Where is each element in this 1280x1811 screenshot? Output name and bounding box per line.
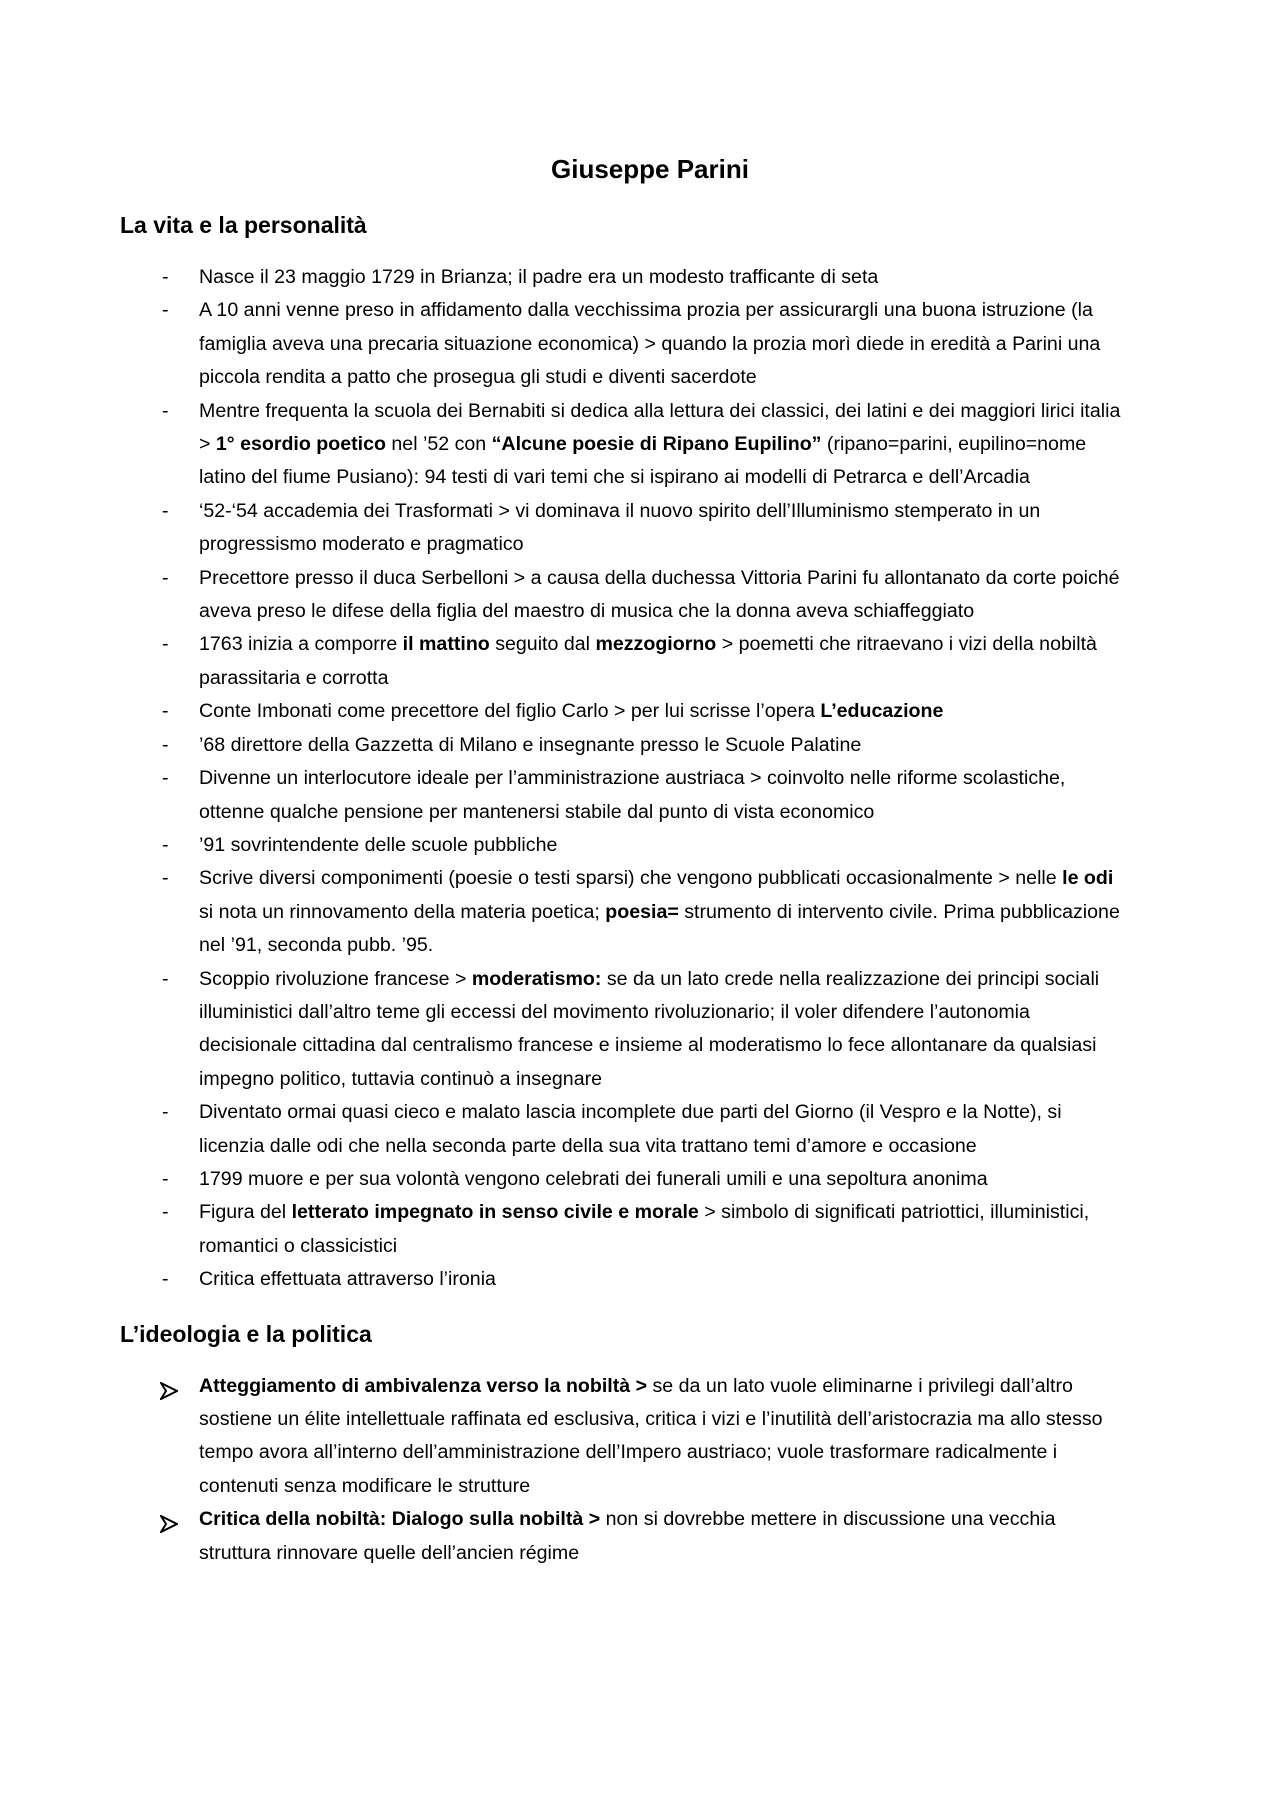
bold-text: mezzogiorno (595, 633, 717, 656)
list-item (120, 1370, 1160, 1504)
text-run: nel ’52 con (385, 433, 492, 456)
bold-text: moderatismo: (471, 967, 602, 990)
ideology-bullet-list (120, 1370, 1160, 1570)
text-run: Scrive diversi componimenti (poesie o testi sparsi) che vengono pubblicati occasionalmente > nelle (199, 867, 1063, 890)
text-run: ‘52-‘54 accademia dei Trasformati > vi dominava il nuovo spirito dell’Illuminismo stemperato in un progressismo moderato e pragmatico (199, 499, 1041, 556)
text-run: Figura del (199, 1201, 292, 1224)
dash-bullet: - (162, 767, 169, 790)
text-run: se da un lato crede nella realizzazione dei principi sociali illuministici dall’altro teme gli eccessi del movimento rivoluzionario; il voler difendere l’autonomia decisionale cittadina dal centralismo francese e insieme al moderatismo lo fece allontanare da qualsiasi impegno politico, tuttavia continuò a insegnare (199, 967, 1100, 1090)
text-run: ’68 direttore della Gazzetta di Milano e insegnante presso le Scuole Palatine (199, 733, 862, 756)
list-item (120, 294, 1160, 394)
text-run: Critica effettuata attraverso l’ironia (199, 1268, 496, 1291)
arrowhead-bullet-icon (160, 1378, 178, 1396)
list-item (120, 395, 1160, 495)
list-item (120, 862, 1160, 962)
text-run: > simbolo di significati patriottici, illuministici, romantici o classicistici (199, 1201, 1090, 1257)
text-run: ’91 sovrintendente delle scuole pubbliche (199, 833, 558, 856)
dash-bullet: - (162, 566, 169, 589)
text-run: > poemetti che ritraevano i vizi della nobiltà parassitaria e corrotta (199, 633, 1097, 689)
text-run: Diventato ormai quasi cieco e malato lascia incomplete due parti del Giorno (il Vespro e la Notte), si licenzia dalle odi che nella seconda parte della sua vita trattano temi d’amore e occasione (199, 1101, 1062, 1157)
section-heading-life: La vita e la personalità (120, 212, 367, 238)
list-item (120, 1503, 1160, 1570)
dash-bullet: - (162, 867, 169, 890)
list-item (120, 1263, 1160, 1296)
list-item (120, 729, 1160, 762)
dash-bullet: - (162, 833, 169, 856)
list-item (120, 628, 1160, 695)
text-run: Nasce il 23 maggio 1729 in Brianza; il padre era un modesto trafficante di seta (199, 266, 879, 288)
section-heading-ideology: L’ideologia e la politica (120, 1320, 372, 1347)
list-item (120, 261, 1160, 294)
text-run: (ripano=parini, eupilino=nome latino del fiume Pusiano): 94 testi di vari temi che si ispirano ai modelli di Petrarca e dell’Arcadia (199, 433, 1087, 489)
dash-bullet: - (162, 967, 169, 990)
list-item (120, 1096, 1160, 1163)
text-run: non si dovrebbe mettere in discussione una vecchia struttura rinnovare quelle dell’ancien régime (199, 1508, 1056, 1564)
text-run: 1799 muore e per sua volontà vengono celebrati dei funerali umili e una sepoltura anonima (199, 1167, 988, 1190)
list-item (120, 829, 1160, 862)
text-run: strumento di intervento civile. Prima pubblicazione nel ’91, seconda pubb. ’95. (199, 900, 1120, 957)
dash-bullet: - (162, 733, 169, 756)
text-run: Precettore presso il duca Serbelloni > a causa della duchessa Vittoria Parini fu allontanato da corte poiché aveva preso le difese della figlia del maestro di musica che la donna aveva schiaffeggiato (199, 566, 1120, 623)
text-run: A 10 anni venne preso in affidamento dalla vecchissima prozia per assicurargli una buona istruzione (la famiglia aveva una precaria situazione economica) > quando la prozia morì diede in eredità a Parini una piccola rendita a patto che prosegua gli studi e diventi sacerdote (199, 299, 1101, 389)
dash-bullet: - (162, 1101, 169, 1124)
dash-bullet: - (162, 499, 169, 522)
text-run: se da un lato vuole eliminarne i privilegi dall’altro sostiene un élite intellettuale raffinata ed esclusiva, critica i vizi e l’inutilità dell’aristocrazia ma allo stesso tempo avora all’interno dell’amministrazione dell’Impero austriaco; vuole trasformare radicalmente i contenuti senza modificare le strutture (199, 1374, 1103, 1497)
dash-bullet: - (162, 700, 169, 723)
list-item (120, 762, 1160, 829)
bold-text: il mattino (402, 633, 490, 656)
text-run: 1763 inizia a comporre (199, 633, 403, 656)
list-item (120, 963, 1160, 1097)
list-item (120, 562, 1160, 629)
text-run: Conte Imbonati come precettore del figlio Carlo > per lui scrisse l’opera (199, 700, 821, 723)
dash-bullet: - (162, 1201, 169, 1224)
text-run: Divenne un interlocutore ideale per l’amministrazione austriaca > coinvolto nelle riforme scolastiche, ottenne qualche pensione per mantenersi stabile dal punto di vista economico (199, 767, 1066, 823)
text-run: si nota un rinnovamento della materia poetica; (199, 900, 606, 923)
text-run: Mentre frequenta la scuola dei Bernabiti si dedica alla lettura dei classici, dei latini e dei maggiori lirici italia > (199, 399, 1121, 456)
dash-bullet: - (162, 1167, 169, 1190)
list-item (120, 1196, 1160, 1263)
bold-text: Critica della nobiltà: Dialogo sulla nobiltà > (199, 1508, 601, 1531)
list-item (120, 495, 1160, 562)
life-bullet-list (120, 261, 1160, 1297)
dash-bullet: - (162, 299, 169, 322)
list-item (120, 1163, 1160, 1196)
bold-text: le odi (1062, 867, 1114, 890)
document-title: Giuseppe Parini (551, 154, 749, 184)
arrowhead-bullet-icon (160, 1511, 178, 1529)
dash-bullet: - (162, 633, 169, 656)
dash-bullet: - (162, 1268, 169, 1291)
dash-bullet: - (162, 399, 169, 422)
bold-text: L’educazione (820, 700, 944, 723)
bold-text: poesia= (605, 900, 679, 923)
bold-text: “Alcune poesie di Ripano Eupilino” (491, 433, 822, 456)
dash-bullet: - (162, 266, 169, 288)
bold-text: 1° esordio poetico (215, 433, 386, 456)
text-run: Scoppio rivoluzione francese > (199, 967, 472, 990)
bold-text: Atteggiamento di ambivalenza verso la nobiltà > (199, 1374, 648, 1397)
text-run: seguito dal (489, 633, 596, 656)
list-item (120, 695, 1160, 728)
bold-text: letterato impegnato in senso civile e morale (291, 1201, 699, 1224)
